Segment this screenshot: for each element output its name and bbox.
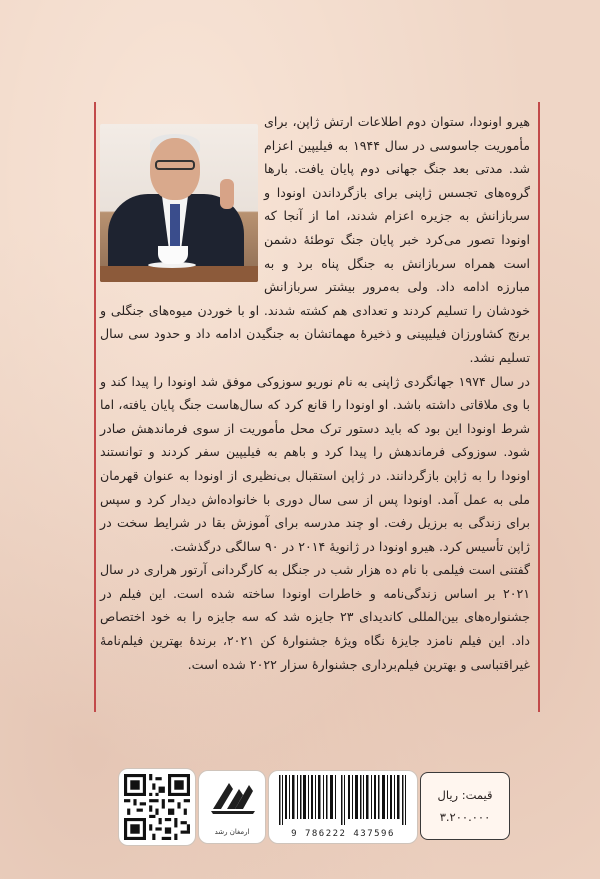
isbn-number: 9 786222 437596 (291, 829, 395, 839)
publisher-name: ارمغان رشد (214, 828, 250, 836)
qr-code-icon (124, 774, 190, 840)
publisher-logo-icon (199, 771, 265, 821)
paragraph-1: هیرو اونودا، ستوان دوم اطلاعات ارتش ژاپن، برای مأموریت جاسوسی در سال ۱۹۴۴ به فیلیپین اعزام شد. مدتی بعد جنگ جهانی دوم پایان یافت. بارها گروه‌های تجسس ژاپنی برای بازگرداندن اونودا و سربازانش به جزیره اعزام شدند، اما از آنجا که اونودا تصور می‌کرد خبر پایان جنگ توطئهٔ دشمن است همراه سربازانش به جنگل پناه برد و به مبارزه ادامه داد. ولی به‌مرور بیشتر سربازانش خودشان را تسلیم کردند و تعدادی هم کشته شدند. او با خوردن میوه‌های جنگلی و برنج کشاورزان فیلیپینی و ذخیرهٔ مهماتشان به جنگیدن ادامه داد و حدود سی سال تسلیم نشد. (100, 114, 530, 365)
price-label: قیمت: ریال (437, 788, 493, 802)
frame-line-left (94, 102, 96, 712)
qr-code (118, 768, 196, 846)
barcode-bars (275, 775, 411, 825)
barcode (268, 770, 418, 844)
paragraph-3: گفتنی است فیلمی با نام ده هزار شب در جنگل به کارگردانی آرتور هراری در سال ۲۰۲۱ بر اساس زندگی‌نامه و خاطرات اونودا ساخته شده است. این فیلم در جشنواره‌های بین‌المللی کاندیدای ۲۳ جایزه شد که سه جایزه را به خود اختصاص داد. این فیلم نامزد جایزهٔ نگاه ویژهٔ جشنوارهٔ کن ۲۰۲۱، برندهٔ بهترین فیلم‌نامهٔ غیراقتباسی و بهترین فیلم‌برداری جشنوارهٔ سزار ۲۰۲۲ شده است. (100, 562, 530, 672)
publisher-logo-box (198, 770, 266, 844)
back-cover-text (100, 110, 530, 676)
price-box (420, 772, 510, 840)
paragraph-2: در سال ۱۹۷۴ جهانگردی ژاپنی به نام نوریو سوزوکی موفق شد اونودا را پیدا کند و با وی ملاقاتی داشته باشد. او اونودا را قانع کرد که سال‌هاست جنگ پایان یافته، اما شرط اونودا این بود که باید دستور ترک محل مأموریت از سوی فرماندهش صادر شود. سوزوکی فرماندهش را پیدا کرد و باهم به فیلیپین سفر کردند و توانستند اونودا را به ژاپن بازگردانند. در ژاپن استقبال بی‌نظیری از اونودا به عنوان قهرمان ملی به عمل آمد. اونودا پس از سی سال دوری با خانواده‌اش دیدار کرد و سپس برای زندگی به برزیل رفت. او چند مدرسه برای آموزش بقا در شرایط سخت در ژاپن تأسیس کرد. هیرو اونودا در ژانویهٔ ۲۰۱۴ در ۹۰ سالگی درگذشت. (100, 373, 530, 554)
author-photo (100, 124, 258, 282)
price-value: ۳.۲۰۰.۰۰۰ (439, 810, 491, 824)
frame-line-right (538, 102, 540, 712)
